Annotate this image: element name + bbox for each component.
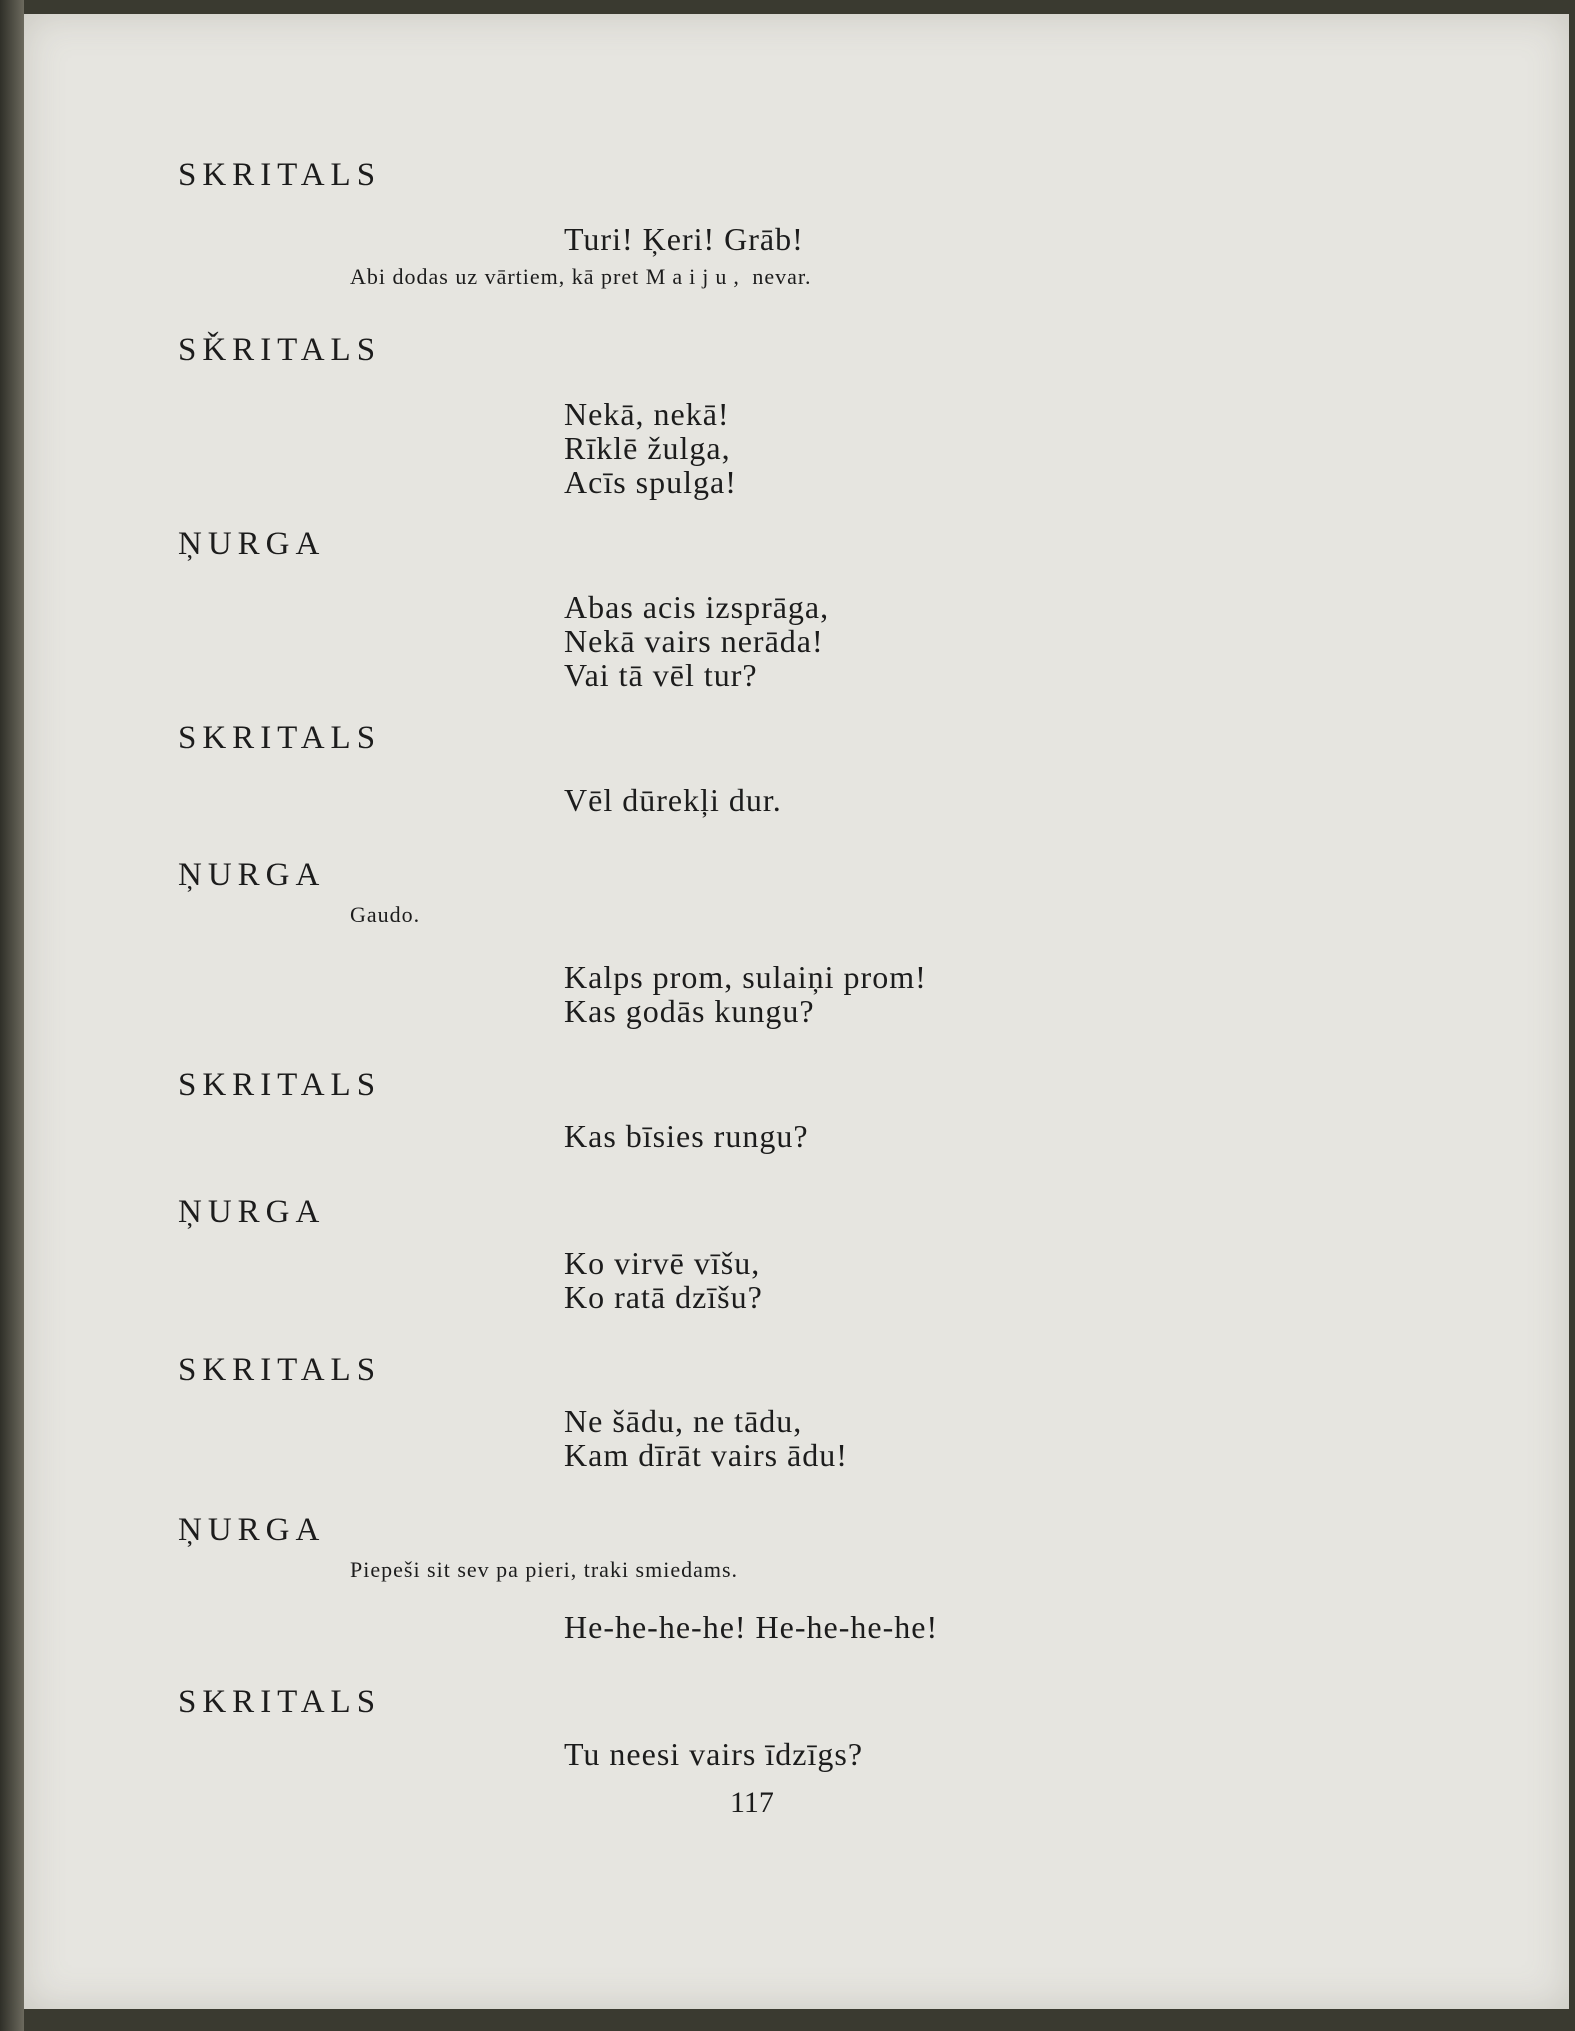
verse-block	[564, 1119, 809, 1153]
stage-direction: Gaudo.	[350, 902, 421, 927]
verse-line: Ko virvē vīšu,	[564, 1245, 761, 1281]
stage-direction	[350, 264, 811, 290]
stage-direction: Piepeši sit sev pa pieri, traki smiedams.	[350, 1557, 739, 1582]
verse-line: Tu neesi vairs īdzīgs?	[564, 1736, 864, 1772]
speaker-name: ŅURGA	[178, 857, 326, 893]
speaker-name: ŅURGA	[178, 526, 326, 562]
speaker-name: SKRITALS	[178, 157, 382, 193]
speaker-name: SKRITALS	[178, 1352, 382, 1388]
verse-block	[564, 1737, 863, 1771]
speaker-name: SKRITALS	[178, 1067, 382, 1103]
verse-line: Abas acis izsprāga,	[564, 589, 830, 625]
verse-line: Nekā vairs nerāda!	[564, 623, 824, 659]
verse-block	[564, 590, 829, 692]
verse-line: Ko ratā dzīšu?	[564, 1279, 763, 1315]
book-page	[24, 14, 1569, 2009]
verse-line: Turi! Ķeri! Grāb!	[564, 221, 804, 257]
verse-line: Vai tā vēl tur?	[564, 657, 758, 693]
direction-text: Abi dodas uz vārtiem, kā pret	[350, 264, 640, 289]
verse-block	[564, 222, 804, 256]
book-spine	[0, 0, 24, 2031]
direction-text: nevar.	[752, 264, 812, 289]
verse-line: Nekā, nekā!	[564, 396, 730, 432]
verse-line: Acīs spulga!	[564, 464, 737, 500]
verse-block	[564, 1610, 938, 1644]
verse-line: Rīklē žulga,	[564, 430, 731, 466]
verse-line: Ne šādu, ne tādu,	[564, 1403, 803, 1439]
verse-block	[564, 1246, 763, 1314]
speaker-name: ŅURGA	[178, 1512, 326, 1548]
direction-character-name: Maiju,	[645, 264, 746, 289]
verse-line: Kalps prom, sulaiņi prom!	[564, 959, 927, 995]
page-number: 117	[730, 1786, 774, 1819]
verse-line: Kas bīsies rungu?	[564, 1118, 809, 1154]
speaker-name: ŅURGA	[178, 1194, 326, 1230]
speaker-name: SǨRITALS	[178, 332, 382, 368]
verse-line: Kam dīrāt vairs ādu!	[564, 1437, 848, 1473]
verse-line: He-he-he-he! He-he-he-he!	[564, 1609, 939, 1645]
verse-line: Vēl dūrekļi dur.	[564, 782, 782, 818]
verse-line: Kas godās kungu?	[564, 993, 815, 1029]
verse-block	[564, 397, 737, 499]
speaker-name: SKRITALS	[178, 720, 382, 756]
speaker-name: SKRITALS	[178, 1684, 382, 1720]
verse-block	[564, 960, 927, 1028]
verse-block	[564, 1404, 848, 1472]
verse-block	[564, 783, 782, 817]
